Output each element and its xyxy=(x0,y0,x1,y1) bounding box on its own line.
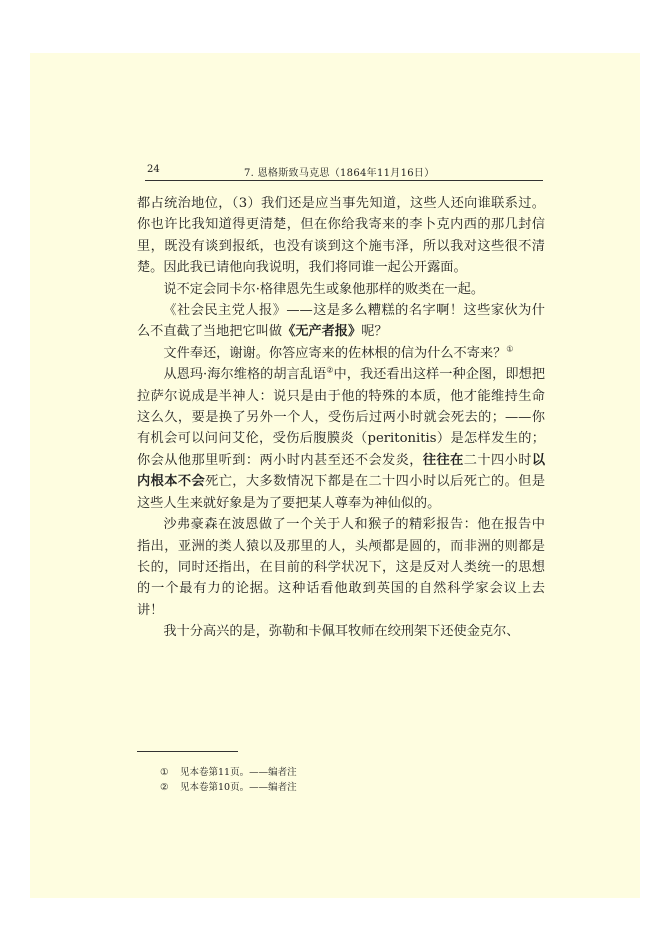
text-run: 中，我还看出这样一种企图，即想把拉萨尔说成是半神人：说只是由于他的特殊的本质，他才能维持生命这么久，要是换了另外一个人，受伤后过两小时就会死去的；——你有机会可以问问艾伦，受伤后腹膜炎（peritonitis）是怎样发生的；你会从他那里听到：两小时内甚至还不会发炎， xyxy=(137,367,546,468)
body-text xyxy=(137,193,545,643)
emphasis-text: 往往在 xyxy=(422,452,464,468)
footnote-mark: ② xyxy=(160,782,169,793)
footnote-mark: ① xyxy=(160,767,169,778)
paragraph xyxy=(137,300,545,343)
text-run: 文件奉还，谢谢。你答应寄来的佐林根的信为什么不寄来？ xyxy=(163,345,507,361)
footnote-ref[interactable]: ① xyxy=(506,344,514,354)
footnote-item xyxy=(160,780,297,795)
paragraph: 我十分高兴的是，弥勒和卡佩耳牧师在绞刑架下还使金克尔、 xyxy=(163,624,520,640)
text-run: 死亡，大多数情况下都是在二十四小时以后死亡的。但是这些人生来就好象是为了要把某人尊奉为神仙似的。 xyxy=(137,474,546,511)
footnote-divider xyxy=(137,751,238,752)
text-run: 二十四小时 xyxy=(463,452,532,468)
paragraph xyxy=(137,364,545,514)
page-number: 24 xyxy=(147,164,160,175)
paragraph xyxy=(137,343,545,364)
text-run: 呢？ xyxy=(361,324,388,340)
paragraph: 沙弗豪森在波恩做了一个关于人和猴子的精彩报告：他在报告中指出，亚洲的类人猿以及那里的人，头颅都是圆的，而非洲的则都是长的，同时还指出，在目前的科学状况下，这是反对人类统一的思想的一个最有力的论据。这种话看他敢到英国的自然科学家会议上去讲！ xyxy=(137,517,545,618)
footnote-text: 见本卷第11页。——编者注 xyxy=(180,767,297,778)
footnote-text: 见本卷第10页。——编者注 xyxy=(180,782,297,793)
footnote-item xyxy=(160,765,297,780)
emphasis-text: 以内根本不会 xyxy=(137,452,546,490)
running-title: 7. 恩格斯致马克思（1864年11月16日） xyxy=(244,168,435,179)
paragraph: 都占统治地位，（3）我们还是应当事先知道，这些人还向谁联系过。你也许比我知道得更清楚，但在你给我寄来的李卜克内西的那几封信里，既没有谈到报纸，也没有谈到这个施韦泽，所以我对这些很不清楚。因此我已请他向我说明，我们将同谁一起公开露面。 xyxy=(137,196,545,276)
text-run: 《社会民主党人报》——这是多么糟糕的名字啊！这些家伙为什么不直截了当地把它叫做 xyxy=(137,303,545,340)
page-header xyxy=(145,158,543,181)
paragraph: 说不定会同卡尔·格律恩先生或象他那样的败类在一起。 xyxy=(163,281,485,297)
footnotes xyxy=(160,765,297,795)
text-run: 从恩玛·海尔维格的胡言乱语 xyxy=(163,367,327,383)
emphasis-text: 《无产者报》 xyxy=(282,324,362,340)
footnote-ref[interactable]: ② xyxy=(326,365,334,375)
